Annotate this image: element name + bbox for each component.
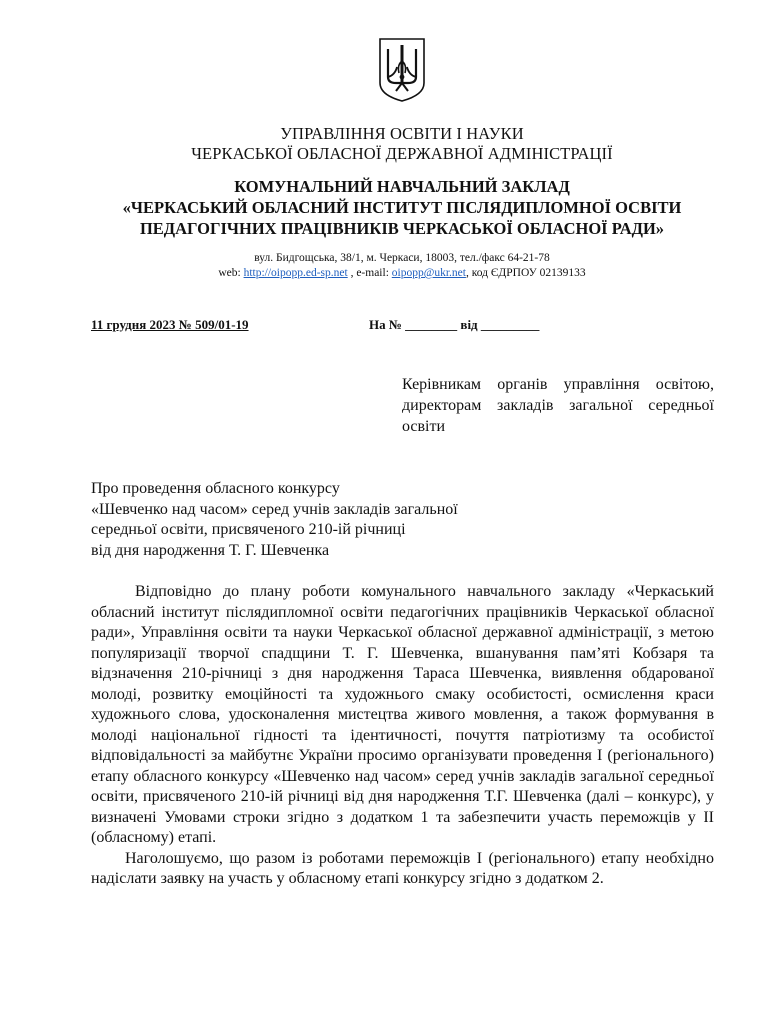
email-link[interactable]: oipopp@ukr.net xyxy=(391,267,466,279)
website-link[interactable]: http://oipopp.ed-sp.net xyxy=(243,267,348,279)
organization-name xyxy=(40,124,764,164)
subject-line-1: Про проведення обласного конкурсу xyxy=(91,480,340,497)
addressee: Керівникам органів управління освітою, директорам закладів загальної середньої освіти xyxy=(402,376,714,435)
subject-line-3: середньої освіти, присвяченого 210-ій річниці xyxy=(91,521,406,538)
institution-name xyxy=(40,176,764,239)
institution-line-1: КОМУНАЛЬНИЙ НАВЧАЛЬНИЙ ЗАКЛАД xyxy=(234,177,570,196)
subject-line-4: від дня народження Т. Г. Шевченка xyxy=(91,541,330,559)
institution-line-2: «ЧЕРКАСЬКИЙ ОБЛАСНИЙ ІНСТИТУТ ПІСЛЯДИПЛОМНОЇ ОСВІТИ xyxy=(122,198,682,217)
organization-line-1: УПРАВЛІННЯ ОСВІТИ І НАУКИ xyxy=(280,124,524,143)
email-label: , e-mail: xyxy=(347,267,392,279)
web-label: web: xyxy=(218,267,244,279)
organization-line-2: ЧЕРКАСЬКОЇ ОБЛАСНОЇ ДЕРЖАВНОЇ АДМІНІСТРАЦІЇ xyxy=(191,144,613,163)
subject-line-2: «Шевченко над часом» серед учнів закладів загальної xyxy=(91,500,458,518)
body-paragraph-1: Відповідно до плану роботи комунального навчального закладу «Черкаський обласний інститут післядипломної освіти педагогічних працівників Черкаської обласної ради», Управління освіти та науки Черкаської обласної державної адміністрації, з метою популяризації творчої спадщини Т. Г. Шевченка, вшанування пам’яті Кобзаря та відзначення 210-річниці з дня народження Тараса Шевченка, виявлення обдарованої молоді, розвитку емоційності та художнього смаку особистості, осмислення краси художнього слова, удосконалення мистецтва живого мовлення, а також формування в молоді національної гідності та ідентичності, почуття патріотизму та особистої відповідальності за майбутнє України просимо організувати проведення І (регіонального) етапу обласного конкурсу «Шевченко над часом» серед учнів закладів загальної середньої освіти, присвяченого 210-ій річниці від дня народження Т.Г. Шевченка (далі – конкурс), у визначені Умовами строки згідно з додатком 1 та забезпечити участь переможців у ІІ (обласному) етапі. xyxy=(91,583,714,846)
web-email-line xyxy=(40,266,764,281)
address-line: вул. Бидгощська, 38/1, м. Черкаси, 18003, тел./факс 64-21-78 xyxy=(254,252,550,264)
outgoing-number: 11 грудня 2023 № 509/01-19 xyxy=(91,317,249,332)
incoming-number: На № ________ від _________ xyxy=(369,317,540,332)
body-paragraph-2: Наголошуємо, що разом із роботами переможців І (регіонального) етапу необхідно надіслати заявку на участь у обласному етапі конкурсу згідно з додатком 2. xyxy=(91,849,714,887)
institution-line-3: ПЕДАГОГІЧНИХ ПРАЦІВНИКІВ ЧЕРКАСЬКОЇ ОБЛАСНОЇ РАДИ» xyxy=(139,219,665,238)
trident-coat-of-arms-icon xyxy=(377,37,427,103)
letter-subject xyxy=(91,479,458,561)
letter-body xyxy=(91,582,714,890)
contact-info xyxy=(40,251,764,281)
edrpou-code: , код ЄДРПОУ 02139133 xyxy=(465,267,586,279)
